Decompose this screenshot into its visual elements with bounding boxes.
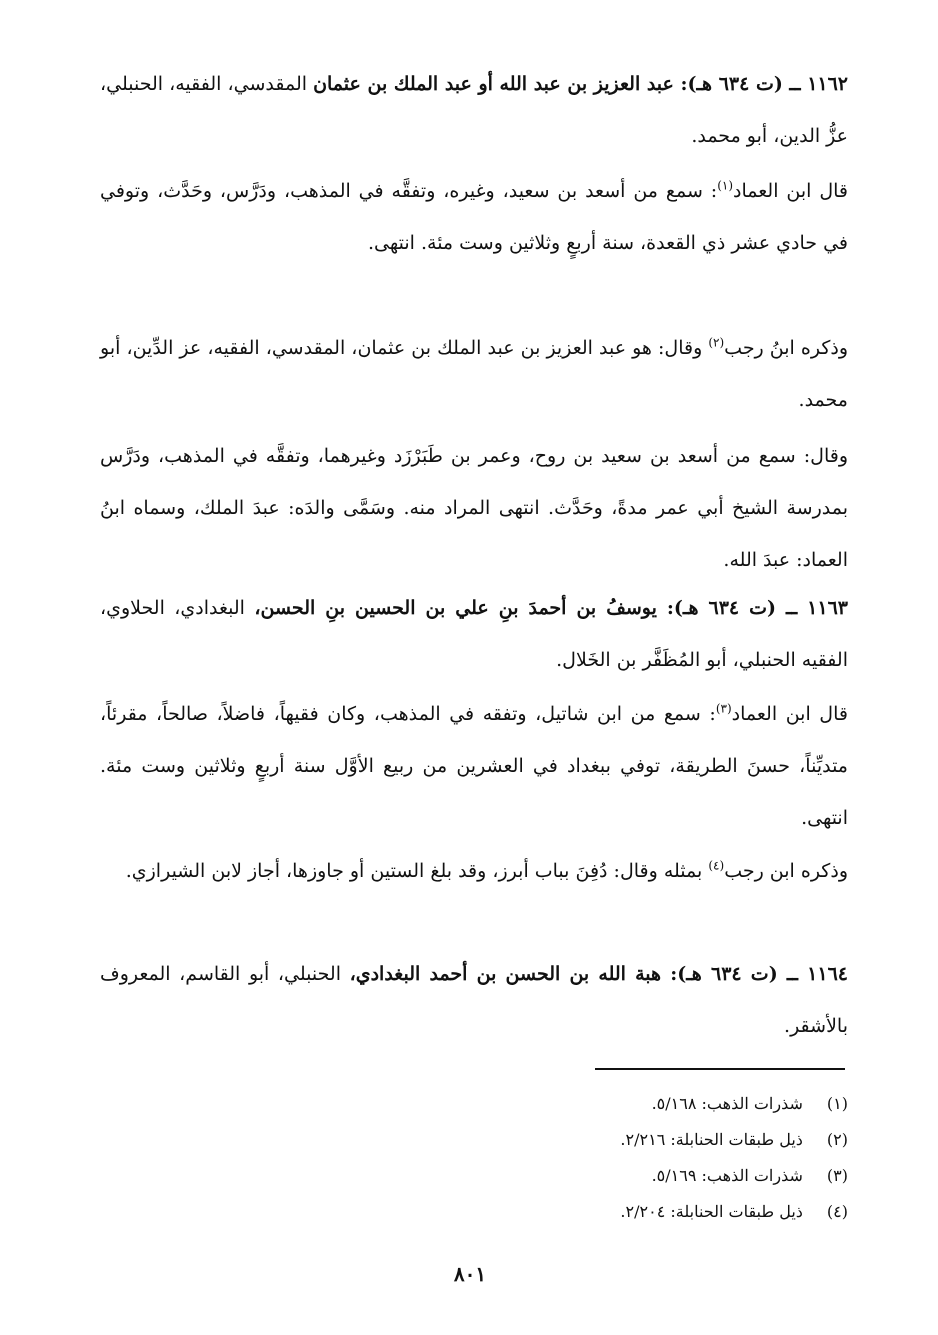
entry-1162-heading: ١١٦٢ ــ (ت ٦٣٤ هـ): عبد العزيز بن عبد الله أو عبد الملك بن عثمان <box>313 73 849 95</box>
entry-1164 <box>100 948 848 1052</box>
paragraph-ibn-al-imad-2 <box>100 688 848 844</box>
page-number: ٨٠١ <box>453 1262 487 1286</box>
footnote-number: (٢) <box>826 1130 848 1149</box>
paragraph-ibn-al-imad-1 <box>100 165 848 269</box>
paragraph-text: بمثله وقال: دُفِنَ بباب أبرز، وقد بلغ الستين أو جاوزها، أجاز لابن الشيرازي. <box>125 860 709 882</box>
footnote-text: ذيل طبقات الحنابلة: ٢/٢١٦. <box>620 1130 803 1149</box>
entry-1162 <box>100 58 848 162</box>
paragraph-lead: وذكره ابنُ رجب <box>724 337 849 359</box>
footnote-text: ذيل طبقات الحنابلة: ٢/٢٠٤. <box>620 1202 803 1221</box>
footnote-2 <box>400 1122 848 1158</box>
paragraph-text: وقال: هو عبد العزيز بن عبد الملك بن عثمان، المقدسي، الفقيه، عز الدِّين، أبو محمد. <box>100 337 848 411</box>
footnote-divider <box>595 1068 845 1070</box>
entry-1164-description: الحنبلي، أبو القاسم، المعروف بالأشقر. <box>100 963 848 1037</box>
footnote-ref-3: (٣) <box>715 701 732 716</box>
footnote-number: (٤) <box>826 1202 848 1221</box>
paragraph-ibn-rajab-2 <box>100 845 848 897</box>
footnotes <box>400 1086 848 1230</box>
footnote-number: (٣) <box>826 1166 848 1185</box>
footnote-1 <box>400 1086 848 1122</box>
paragraph-lead: قال ابن العماد <box>731 703 848 725</box>
footnote-text: شذرات الذهب: ٥/١٦٨. <box>651 1094 803 1113</box>
entry-1163-description: البغدادي، الحلاوي، الفقيه الحنبلي، أبو المُظَفَّر بن الخَلال. <box>100 597 848 671</box>
footnote-4 <box>400 1194 848 1230</box>
footnote-ref-4: (٤) <box>708 858 725 873</box>
footnote-ref-2: (٢) <box>708 335 725 350</box>
footnote-number: (١) <box>826 1094 848 1113</box>
paragraph-lead: وذكره ابن رجب <box>724 860 848 882</box>
entry-1163 <box>100 582 848 686</box>
footnote-text: شذرات الذهب: ٥/١٦٩. <box>651 1166 803 1185</box>
paragraph-lead: قال ابن العماد <box>733 180 848 202</box>
paragraph-text: وقال: سمع من أسعد بن سعيد بن روح، وعمر بن طَبَرْزَد وغيرهما، وتفقَّه في المذهب، ودَرَّس بمدرسة الشيخ أبي عمر مدةً، وحَدَّث. انتهى المراد منه. وسَمَّى والدَه: عبدَ الملك، وسماه ابنُ العماد: عبدَ الله. <box>100 445 848 571</box>
paragraph-ibn-rajab-quote <box>100 430 848 586</box>
paragraph-text: : سمع من أسعد بن سعيد، وغيره، وتفقَّه في المذهب، ودَرَّس، وحَدَّث، وتوفي في حادي عشر ذي القعدة، سنة أربعٍ وثلاثين وست مئة. انتهى. <box>100 180 848 254</box>
paragraph-text: : سمع من ابن شاتيل، وتفقه في المذهب، وكان فقيهاً، فاضلاً، صالحاً، مقرئاً، متديِّناً، حسنَ الطريقة، توفي ببغداد في العشرين من ربيع الأوَّل سنة أربعٍ وثلاثين وست مئة. انتهى. <box>100 703 848 829</box>
entry-1162-description: المقدسي، الفقيه، الحنبلي، عزُّ الدين، أبو محمد. <box>100 73 848 147</box>
footnote-3 <box>400 1158 848 1194</box>
footnote-ref-1: (١) <box>717 178 734 193</box>
paragraph-ibn-rajab-1 <box>100 322 848 426</box>
entry-1164-heading: ١١٦٤ ــ (ت ٦٣٤ هـ): هبة الله بن الحسن بن أحمد البغدادي، <box>349 963 848 985</box>
entry-1163-heading: ١١٦٣ ــ (ت ٦٣٤ هـ): يوسفُ بن أحمدَ بنِ علي بن الحسين بنِ الحسن، <box>254 597 848 619</box>
